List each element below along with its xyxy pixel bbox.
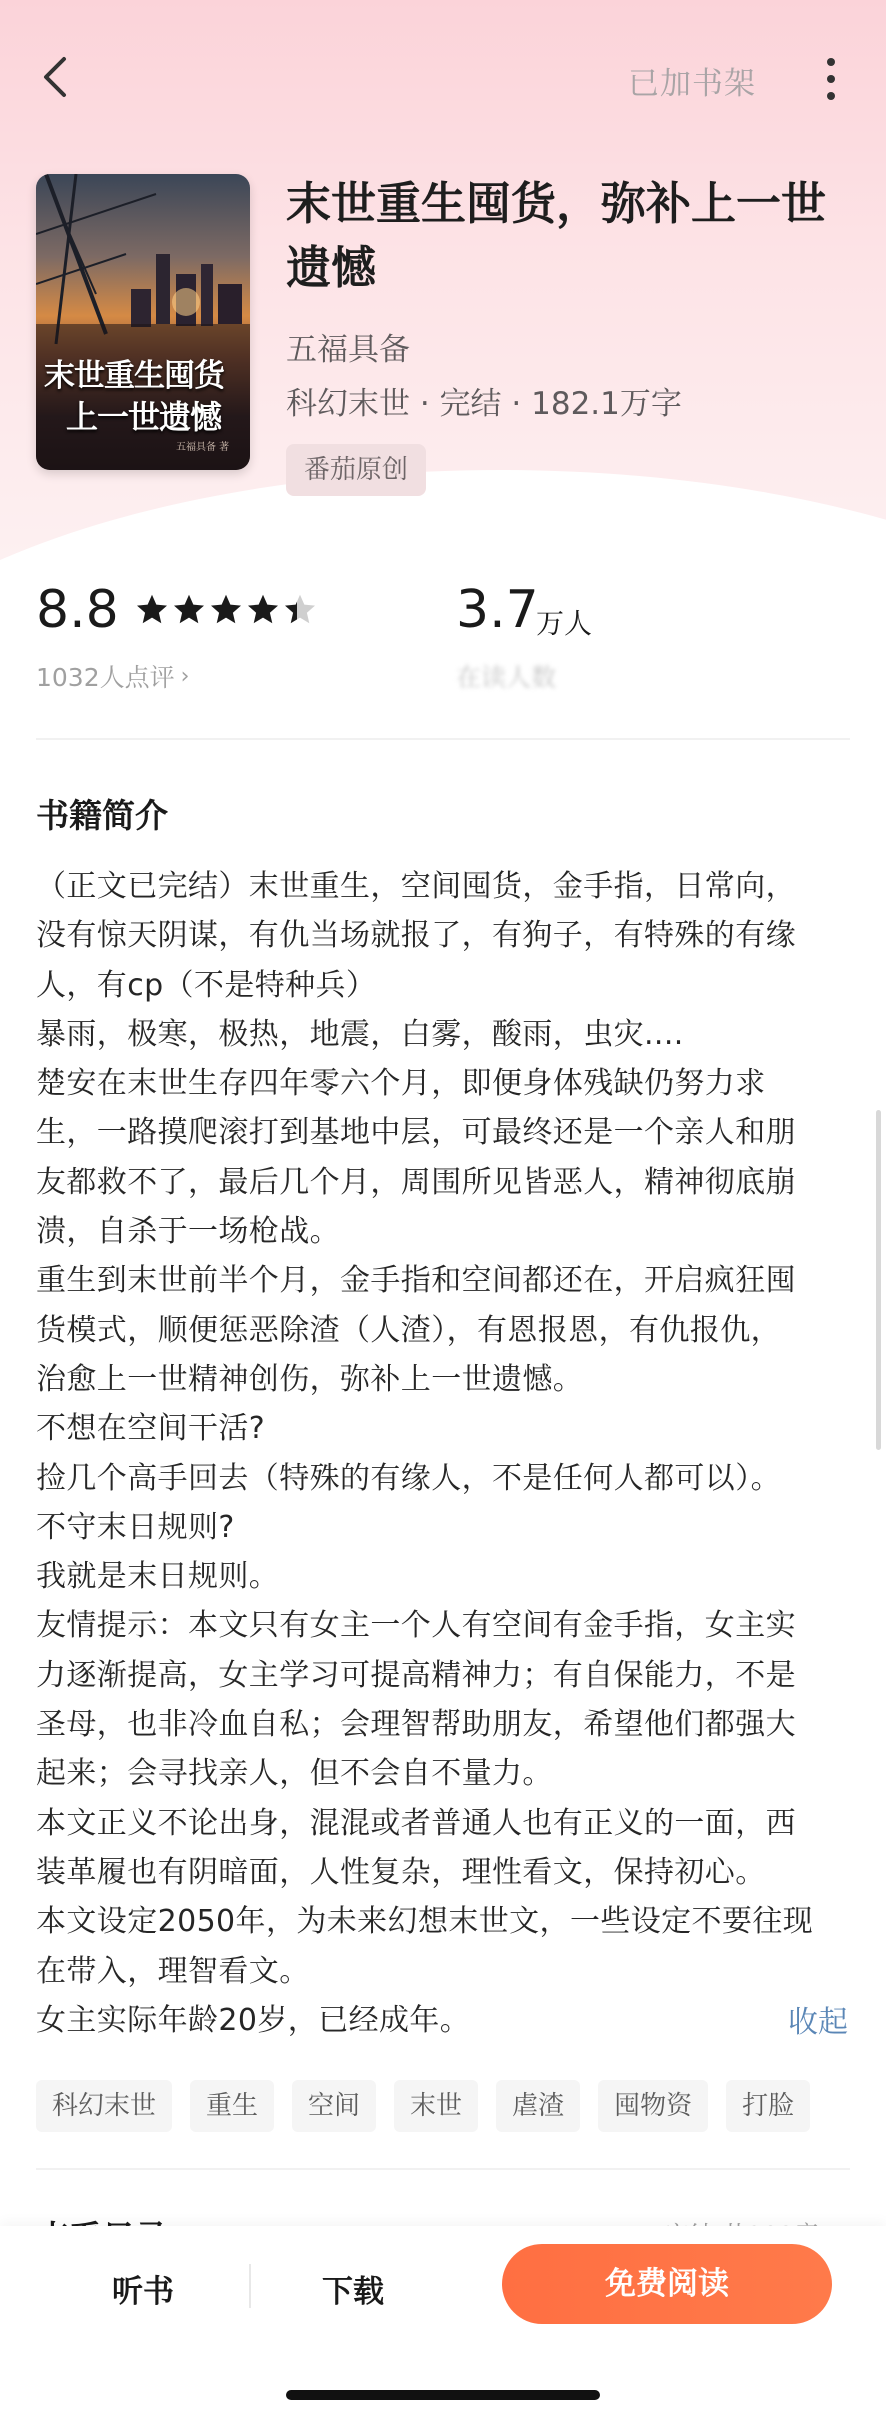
intro-line: 女主实际年龄20岁，已经成年。 [36, 2002, 471, 2038]
more-options-button[interactable] [816, 54, 846, 104]
divider [36, 2168, 850, 2170]
chevron-right-icon: › [180, 663, 190, 689]
divider [36, 738, 850, 740]
back-button[interactable] [30, 52, 80, 102]
intro-line: 重生到末世前半个月，金手指和空间都还在，开启疯狂囤 [36, 1263, 796, 1299]
intro-line: 圣母，也非冷血自私；会理智帮助朋友，希望他们都强大 [36, 1707, 796, 1743]
cover-title-line1: 末世重生囤货 [44, 358, 224, 394]
book-meta: 科幻末世 · 完结 · 182.1万字 [286, 386, 682, 422]
scrollbar[interactable] [876, 1110, 881, 1450]
readers-count: 3.7 [456, 580, 539, 640]
tag-chip[interactable]: 囤物资 [598, 2080, 708, 2132]
tag-chip[interactable]: 科幻末世 [36, 2080, 172, 2132]
star-icon [245, 592, 281, 628]
intro-line: 溃，自杀于一场枪战。 [36, 1214, 340, 1250]
intro-line: 本文正义不论出身，混混或者普通人也有正义的一面，西 [36, 1805, 796, 1841]
download-button[interactable]: 下载 [322, 2274, 384, 2310]
intro-line: 捡几个高手回去（特殊的有缘人，不是任何人都可以）。 [36, 1460, 781, 1496]
bottom-action-bar [0, 2226, 886, 2415]
listen-button[interactable]: 听书 [112, 2274, 174, 2310]
intro-line: 在带入，理智看文。 [36, 1953, 310, 1989]
rating-stars [134, 592, 319, 628]
more-vertical-icon [827, 58, 835, 66]
intro-line: 力逐渐提高，女主学习可提高精神力；有自保能力，不是 [36, 1657, 796, 1693]
tag-chip[interactable]: 虐渣 [496, 2080, 580, 2132]
readers-unit: 万人 [536, 607, 593, 640]
intro-line: 友情提示：本文只有女主一个人有空间有金手指，女主实 [36, 1608, 796, 1644]
intro-line: 我就是末日规则。 [36, 1559, 280, 1595]
intro-line: 不守末日规则? [36, 1509, 235, 1545]
intro-line: （正文已完结）末世重生，空间囤货，金手指，日常向， [36, 869, 796, 904]
book-author[interactable]: 五福具备 [286, 332, 410, 368]
readers-label: 在读人数 [456, 663, 557, 692]
tag-chip[interactable]: 打脸 [726, 2080, 810, 2132]
intro-line: 生，一路摸爬滚打到基地中层，可最终还是一个亲人和朋 [36, 1115, 796, 1151]
intro-text [36, 862, 854, 2045]
tag-list [36, 2080, 828, 2132]
intro-line: 本文设定2050年，为未来幻想末世文，一些设定不要往现 [36, 1904, 814, 1940]
book-cover[interactable] [36, 174, 250, 470]
tag-chip[interactable]: 末世 [394, 2080, 478, 2132]
reviews-link[interactable] [36, 658, 189, 694]
intro-line: 货模式，顺便惩恶除渣（人渣），有恩报恩，有仇报仇， [36, 1312, 781, 1348]
intro-line: 治愈上一世精神创伤，弥补上一世遗憾。 [36, 1361, 584, 1397]
collapse-button[interactable]: 收起 [788, 2005, 848, 2040]
star-icon [171, 592, 207, 628]
tag-chip[interactable]: 重生 [190, 2080, 274, 2132]
star-icon [208, 592, 244, 628]
tag-chip[interactable]: 空间 [292, 2080, 376, 2132]
hero-curve [0, 470, 886, 560]
intro-line: 不想在空间干活? [36, 1411, 266, 1447]
intro-line: 友都救不了，最后几个月，周围所见皆恶人，精神彻底崩 [36, 1164, 796, 1200]
back-arrow-icon [40, 55, 70, 99]
intro-title: 书籍简介 [36, 796, 168, 835]
book-title: 末世重生囤货，弥补上一世遗憾 [286, 177, 827, 294]
intro-line: 起来；会寻找亲人，但不会自不量力。 [36, 1756, 553, 1792]
home-indicator[interactable] [286, 2390, 600, 2400]
intro-line: 暴雨，极寒，极热，地震，白雾，酸雨，虫灾.... [36, 1016, 684, 1052]
star-icon [134, 592, 170, 628]
original-badge: 番茄原创 [286, 444, 426, 496]
intro-line: 人，有cp（不是特种兵） [36, 967, 377, 1003]
intro-line: 楚安在末世生存四年零六个月，即便身体残缺仍努力求 [36, 1066, 766, 1102]
free-read-button[interactable]: 免费阅读 [502, 2244, 832, 2324]
rating-score: 8.8 [36, 580, 119, 640]
added-to-shelf-button[interactable]: 已加书架 [628, 66, 756, 102]
cover-title-line2: 上一世遗憾 [66, 398, 222, 436]
intro-line: 没有惊天阴谋，有仇当场就报了，有狗子，有特殊的有缘 [36, 918, 796, 954]
reviews-count: 1032人点评 [36, 663, 175, 692]
intro-line: 装革履也有阴暗面，人性复杂，理性看文，保持初心。 [36, 1854, 766, 1890]
bottom-bar-separator [249, 2264, 251, 2308]
cover-author: 五福具备 著 [176, 442, 230, 453]
star-icon [282, 592, 318, 628]
